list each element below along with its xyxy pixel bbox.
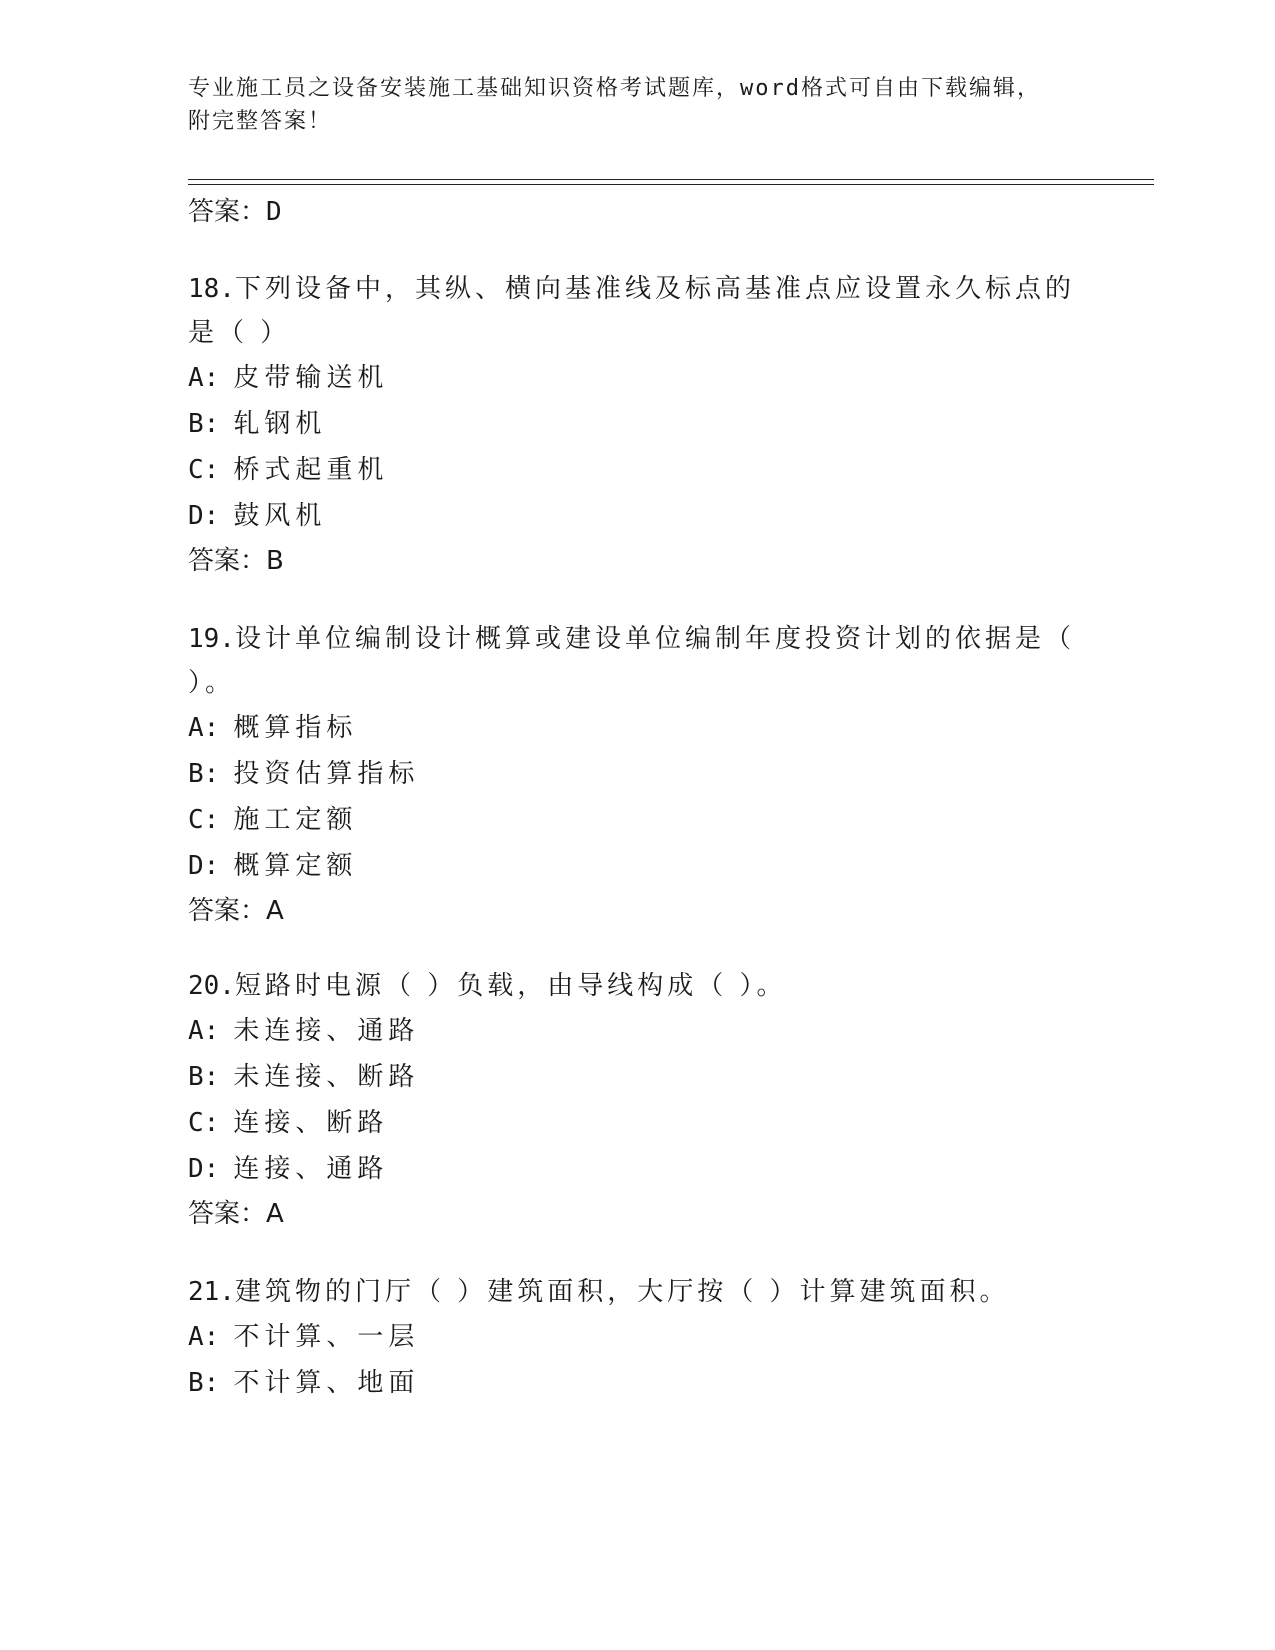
question-21 — [188, 1270, 1088, 1406]
question-number: 19. — [188, 624, 235, 654]
option-b — [188, 1054, 1088, 1100]
question-number: 21. — [188, 1277, 235, 1307]
previous-answer: 答案：D — [188, 197, 282, 227]
option-key: A: — [188, 713, 220, 743]
option-key: B: — [188, 409, 220, 439]
question-20 — [188, 964, 1088, 1236]
option-text: 连接、通路 — [233, 1154, 389, 1184]
header-line-1: 专业施工员之设备安装施工基础知识资格考试题库，word格式可自由下载编辑， — [188, 76, 1041, 101]
option-text: 未连接、通路 — [233, 1016, 420, 1046]
option-b — [188, 751, 1088, 797]
option-text: 未连接、断路 — [233, 1062, 420, 1092]
question-text — [188, 964, 1088, 1008]
question-number: 20. — [188, 971, 235, 1001]
option-c — [188, 1100, 1088, 1146]
question-text — [188, 617, 1088, 705]
option-key: B: — [188, 759, 220, 789]
option-key: B: — [188, 1062, 220, 1092]
option-key: D: — [188, 851, 220, 881]
option-key: A: — [188, 1322, 220, 1352]
option-b — [188, 1360, 1088, 1406]
option-key: C: — [188, 1108, 220, 1138]
option-key: D: — [188, 1154, 220, 1184]
option-text: 桥式起重机 — [233, 455, 389, 485]
document-header — [188, 72, 1088, 138]
answer: 答案：A — [188, 896, 284, 926]
question-body: 下列设备中，其纵、横向基准线及标高基准点应设置永久标点的是（ ） — [188, 274, 1075, 348]
question-number: 18. — [188, 274, 235, 304]
option-text: 连接、断路 — [233, 1108, 389, 1138]
option-d — [188, 1146, 1088, 1192]
question-body: 设计单位编制设计概算或建设单位编制年度投资计划的依据是（ ）。 — [188, 624, 1075, 698]
question-body: 短路时电源（ ）负载，由导线构成（ ）。 — [234, 971, 787, 1001]
option-key: A: — [188, 363, 220, 393]
option-c — [188, 797, 1088, 843]
option-a — [188, 1008, 1088, 1054]
option-key: C: — [188, 805, 220, 835]
header-line-2: 附完整答案！ — [188, 109, 333, 134]
question-19 — [188, 617, 1088, 933]
option-key: A: — [188, 1016, 220, 1046]
option-key: D: — [188, 501, 220, 531]
header-divider — [188, 179, 1154, 185]
option-text: 施工定额 — [233, 805, 358, 835]
question-body: 建筑物的门厅（ ）建筑面积，大厅按（ ）计算建筑面积。 — [234, 1277, 1010, 1307]
option-text: 不计算、一层 — [233, 1322, 420, 1352]
question-text — [188, 267, 1088, 355]
answer: 答案：B — [188, 546, 284, 576]
question-text — [188, 1270, 1088, 1314]
option-text: 概算指标 — [233, 713, 358, 743]
option-a — [188, 355, 1088, 401]
option-c — [188, 447, 1088, 493]
option-d — [188, 843, 1088, 889]
option-text: 轧钢机 — [233, 409, 327, 439]
option-key: C: — [188, 455, 220, 485]
option-text: 投资估算指标 — [233, 759, 420, 789]
option-d — [188, 493, 1088, 539]
option-a — [188, 1314, 1088, 1360]
question-18 — [188, 267, 1088, 583]
option-a — [188, 705, 1088, 751]
option-key: B: — [188, 1368, 220, 1398]
answer: 答案：A — [188, 1199, 284, 1229]
option-b — [188, 401, 1088, 447]
option-text: 鼓风机 — [233, 501, 327, 531]
option-text: 不计算、地面 — [233, 1368, 420, 1398]
option-text: 概算定额 — [233, 851, 358, 881]
option-text: 皮带输送机 — [233, 363, 389, 393]
